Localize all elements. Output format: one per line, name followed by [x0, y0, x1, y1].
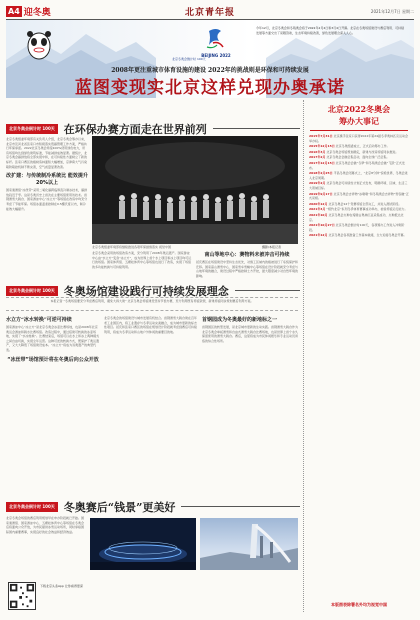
timeline-entry [304, 134, 414, 143]
photo-caption: 北京冬奥组委环境部将继续推进各项环保措施落实 视觉中国 [92, 245, 171, 249]
divider [310, 130, 408, 131]
entry-date: 2015年7月31日 [309, 134, 333, 138]
section-2-bar [6, 284, 300, 297]
entry-date: 2021年12月 [309, 233, 328, 238]
main-headline: 蓝图变现实北京这样兑现办奥承诺 [75, 78, 345, 98]
ski-jump-photo [200, 518, 298, 570]
entry-date: 2017年12月15日 [309, 160, 335, 165]
masthead[interactable]: 北京青年报 [184, 8, 236, 18]
divider [181, 506, 300, 507]
photo-credit: 摄影/本报记者 [262, 245, 282, 249]
timeline-entry [304, 144, 414, 149]
night-venue-photo [90, 518, 196, 570]
entry-text: 北京冬奥会吉祥物“冰墩墩”和冬残奥会吉祥物“雪容融”正式亮相。 [309, 191, 409, 201]
issue-date: 2021年12月7日 星期二 [370, 8, 414, 14]
sidebar-subtitle: 筹办大事记 [339, 116, 379, 126]
banner-lead: 今年12月，北京冬奥会和冬残奥会将于2022年2月4日和3月4日开幕。北京在冬奥场馆建设与赛后利用、可持续发展等方面交出了亮眼答卷，生态环境持续改善，绿色发展理念深入人心。 [256, 26, 405, 35]
entry-date: 2015年12月15日 [309, 144, 335, 149]
timeline-entry [304, 161, 414, 170]
section-1-left-column [6, 137, 88, 295]
sidebar-title: 北京2022冬奥会 [327, 104, 391, 114]
ski-jump-image [200, 518, 298, 570]
entry-text: 北京冬奥组委成立，正式启动筹办工作。 [335, 144, 390, 149]
section-3-countdown: 北京冬奥会倒计时 100天 [6, 502, 58, 512]
entry-text: 平昌冬奥会闭幕式上，“北京8分钟”惊艳世界，冬奥会进入北京周期。 [309, 171, 408, 180]
timeline-entry [304, 155, 414, 160]
divider [213, 128, 300, 129]
article-subhead: 南山等地中心：赛物料未被冲击可持续 [204, 252, 290, 258]
article-text: 国家速滑馆“冰丝带”采用二氧化碳跨临界直冷制冰技术，碳排放趋近于零。这是冬奥历史上首次在主要场馆使用该技术。首钢滑雪大跳台、国家游泳中心“冰立方”等场馆在改造中均充分考虑了节能环保。场馆冰面温差控制在0.5摄氏度以内，制冷能效大幅提升。 [6, 188, 88, 211]
article-subhead: “冰丝带”场馆预计将在冬奥后向公众开放 [7, 356, 99, 363]
section-3-bar [6, 500, 300, 513]
article-text: 国家游泳中心“冰立方”是北京冬奥会冰壶比赛场地，也是2008年北京奥运会游泳和跳水比赛场馆。改造过程中，通过搭建可转换的冰壶场地，实现了“水冰转换”。比赛结束后，场馆可以在水上和冰上两种模式之间自由切换，实现全年运营。这种可逆的转换方式，既保护了奥运遗产，又大大降低了场馆建设成本。“冰立方”将成为双奥遗产的典型代表。 [6, 325, 100, 352]
timeline-entry [304, 181, 414, 190]
banner [6, 20, 414, 98]
entry-date: 2019年2月 [309, 181, 326, 186]
section-1-countdown: 北京冬奥会倒计时 100天 [6, 124, 58, 134]
section-letter: A4 [8, 7, 20, 16]
divider [235, 290, 300, 291]
section-name: 迎冬奥 [23, 8, 51, 18]
night-venue-image [90, 518, 196, 570]
article-text: 首钢园区的转型发展，是北京城市更新的生动实践。首钢滑雪大跳台作为北京冬奥会单板滑雪和自由式滑雪大跳台比赛场地，也是世界上首个永久保留使用的滑雪大跳台。赛后，这里将成为市民休闲娱乐和专业运动员训练的综合性场所。 [202, 325, 298, 343]
section-2-col-3 [202, 316, 298, 496]
winter-olympics-emblem-icon [201, 23, 231, 53]
entry-text: “相约北京”系列冬季体育赛事成功举办，检验场馆运行能力。 [326, 207, 408, 212]
section-3-title: 冬奥赛后“钱景”更美好 [63, 500, 176, 514]
section-2-title: 冬奥场馆建设践行可持续发展理念 [63, 284, 229, 298]
timeline-entry [304, 207, 414, 212]
entry-text: 北京冬奥会会徽征集启动，面向全球广泛征集。 [326, 155, 390, 160]
entry-text: 北京冬奥会会徽“冬梦”和冬残奥会会徽“飞跃”正式发布。 [309, 160, 405, 170]
entry-date: 2021年10月27日 [309, 223, 335, 228]
entry-text: 北京冬奥会场馆规划确定，新建与改造场馆同步推进。 [326, 149, 399, 154]
section-3-left-column [6, 516, 86, 578]
ceremony-photo [92, 136, 298, 244]
section-2-col-1 [6, 316, 100, 496]
section-1-title: 在环保办赛方面走在世界前列 [63, 122, 207, 136]
article-heading: 首钢园成为冬奥最好的新地标之一 [202, 317, 278, 323]
entry-date: 2021年4月 [309, 207, 326, 212]
entry-date: 2019年9月17日 [309, 191, 333, 196]
article-heading: 水立方“冰水转换”可逆可持续 [6, 317, 72, 323]
entry-text: 北京冬奥会12个竞赛场馆全部完工，并进入测试阶段。 [328, 201, 402, 206]
entry-date: 2021年10月 [309, 212, 328, 217]
entry-date: 2017年2月 [309, 155, 326, 160]
timeline-entry [304, 223, 414, 232]
timeline-entry [304, 171, 414, 180]
section-2-col-2 [104, 316, 198, 496]
entry-text: 北京冬奥会火种在希腊古奥林匹亚采集成功，火种抵达北京。 [309, 212, 404, 222]
timeline-sidebar [303, 100, 414, 612]
article-subhead: 改扩建：与传统制冷系统比 能效提升20%以上 [6, 173, 88, 187]
entry-date: 2020年12月 [309, 201, 328, 206]
section-1-bar [6, 122, 300, 135]
timeline-entry [304, 202, 414, 207]
section-2-countdown: 北京冬奥会倒计时 100天 [6, 286, 58, 296]
entry-text: 北京冬奥会倒计时100天，各项筹办工作进入冲刺阶段。 [309, 223, 405, 232]
article-text: 北京冬奥组委环境部有关负责人介绍，北京冬奥会筹办以来，北京市及河北省张家口市积极落实低碳管理工作方案，严格执行环保承诺。2022北京冬奥会场馆100%使用绿色电力，所有场馆均达到绿色建筑标准，节能减排成效显著。据统计，北京冬奥会碳排放将全部实现中和，在可持续性方面树立了新的标杆。张家口赛区的植树造林面积大幅增加，京津冀大气污染联防联控机制不断完善，空气质量显著改善。 [6, 137, 88, 169]
timeline-entry [304, 150, 414, 155]
sidebar-footer: 本版图表除署名外均为视觉中国 [331, 602, 387, 607]
entry-date: 2018年2月25日 [309, 171, 333, 176]
article-text: 北京冬奥会采用的场馆改造方案，充分利用了2008年奥运遗产。国家游泳中心由“水立方”变身“冰立方”，成为世界上首个水上项目和冰上项目均可运行的场馆。国家体育馆、五棵松体育中心等场馆也进行了改造，实现了场馆的多功能转换与可持续利用。 [92, 251, 192, 269]
banner-kicker: 北京冬奥会倒计时 100天 [172, 57, 206, 61]
games-title: BEIJING 2022 [201, 53, 231, 58]
article-text: 延庆赛区在场馆建设中坚持生态优先，对施工区域内的植被进行了系统保护和迁移。国家高山滑雪中心、国家雪车雪橇中心等场馆在设计阶段就充分考虑与山地环境的融合，建设过程中严格控制土方开挖，最大限度减少对自然环境的影响。 [196, 260, 298, 278]
entry-date: 2016年3月 [309, 149, 326, 154]
ceremony-photo-image [92, 136, 298, 244]
qr-code[interactable] [8, 582, 36, 610]
qr-caption: 下载北京头条App 让你看得更深 [40, 584, 83, 588]
timeline-list [304, 134, 414, 238]
entry-text: 北京冬奥会各项准备工作基本就绪，全力迎接冬奥会开幕。 [328, 233, 407, 238]
timeline-entry [304, 192, 414, 201]
entry-text: 北京携手张家口获得2022年第24届冬季奥林匹克运动会举办权。 [309, 134, 409, 143]
banner-subheadline: 2008年更注重城市体育设施的建设 2022年的挑战则是环保和可持续发展 [111, 67, 309, 74]
page-header [6, 4, 414, 20]
section-tag [6, 5, 51, 18]
section-2-quote: 本报记者 “冬奥场馆要充分考虑赛后利用，避免大拆大建” 北京冬奥会场馆建设坚持节俭办赛，充分利用既有场馆资源，新建场馆同步规划赛后利用方案。 [6, 297, 298, 311]
qr-code-icon [9, 583, 35, 609]
timeline-entry [304, 233, 414, 238]
article-text: 北京冬奥会的场馆建设与城市发展有机结合。首钢滑雪大跳台建在百年老工业园区内，将工业遗存与冬季运动完美融合，成为城市更新的标志性项目。延庆和张家口赛区的场馆在规划设计阶段就考虑到赛后可持续利用，将成为冬季运动和山地户外休闲的重要目的地。 [104, 316, 198, 334]
timeline-entry [304, 213, 414, 222]
mascot-illustration [26, 26, 52, 60]
entry-text: 北京冬奥会可持续性计划正式发布，明确环境、区域、生活三大领域目标。 [309, 181, 408, 190]
article-text: 北京冬奥会场馆的赛后利用规划早在申办阶段就已开始。国家速滑馆、国家游泳中心、五棵松体育中心等场馆在冬奥会后将面向公众开放，为市民提供冰雪运动场所，同时承接国际国内重要赛事，实现良好的社会效益和经济效益。 [6, 516, 85, 534]
